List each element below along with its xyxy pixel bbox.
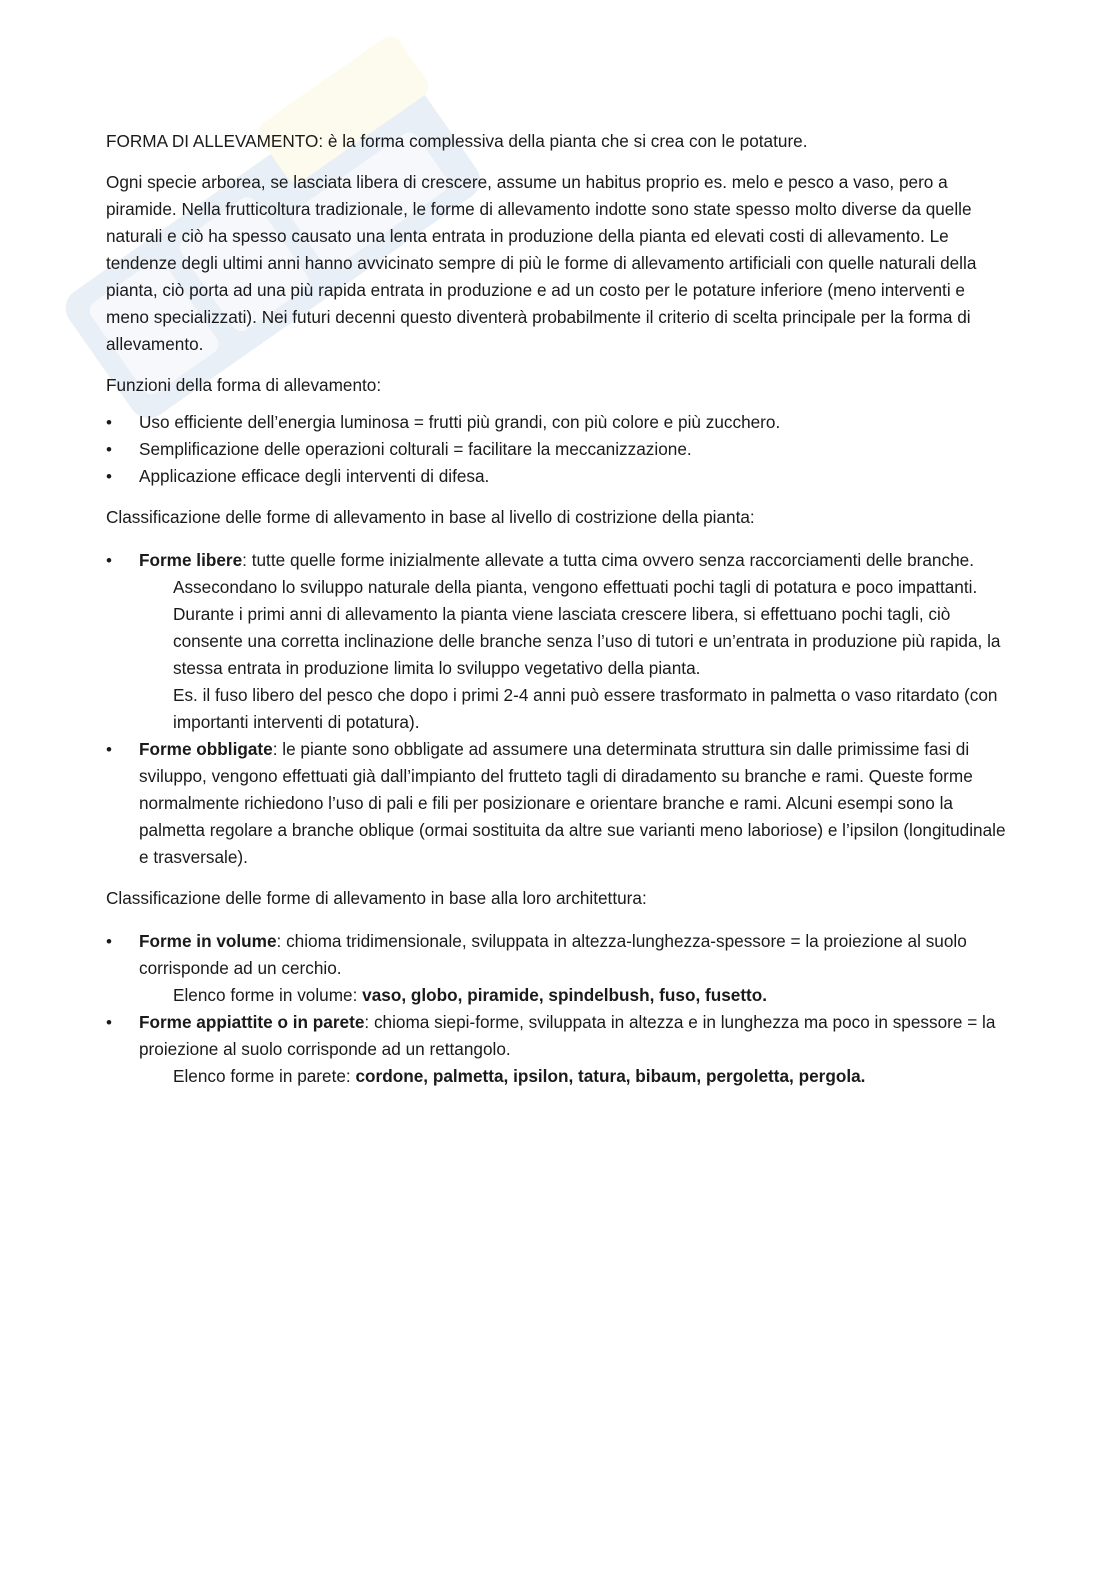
volume-forms-term: Forme in volume <box>139 931 277 951</box>
constriction-list <box>106 547 1006 871</box>
forced-forms-term: Forme obbligate <box>139 739 273 759</box>
volume-forms-list <box>139 982 1006 1009</box>
title-line: FORMA DI ALLEVAMENTO: è la forma complessiva della pianta che si crea con le potature. <box>106 131 808 151</box>
architecture-list <box>106 928 1006 1090</box>
constriction-heading: Classificazione delle forme di allevamento in base al livello di costrizione della pianta: <box>106 507 755 527</box>
document-page <box>106 128 1006 1104</box>
wall-list-values: cordone, palmetta, ipsilon, tatura, bibaum, pergoletta, pergola. <box>355 1066 866 1086</box>
wall-forms-list <box>139 1063 1006 1090</box>
free-forms-term: Forme libere <box>139 550 243 570</box>
list-item: • Semplificazione delle operazioni colturali = facilitare la meccanizzazione. <box>106 436 1006 463</box>
wall-forms-term: Forme appiattite o in parete <box>139 1012 365 1032</box>
list-item: • Applicazione efficace degli interventi di difesa. <box>106 463 1006 490</box>
volume-list-values: vaso, globo, piramide, spindelbush, fuso, fusetto. <box>362 985 768 1005</box>
volume-list-label: Elenco forme in volume: <box>173 985 363 1005</box>
functions-heading: Funzioni della forma di allevamento: <box>106 375 382 395</box>
volume-forms-text: : chioma tridimensionale, sviluppata in altezza-lunghezza-spessore = la proiezione al suolo corrisponde ad un cerchio. <box>139 931 967 978</box>
free-forms-text: : tutte quelle forme inizialmente allevate a tutta cima ovvero senza raccorciamenti delle branche. <box>242 550 974 570</box>
functions-list <box>106 409 1006 490</box>
list-item: • Uso efficiente dell’energia luminosa = frutti più grandi, con più colore e più zucchero. <box>106 409 1006 436</box>
free-forms-example: Es. il fuso libero del pesco che dopo i primi 2-4 anni può essere trasformato in palmetta o vaso ritardato (con importanti interventi di potatura). <box>173 685 998 732</box>
list-item-volume-forms <box>106 928 1006 1009</box>
forced-forms-text: : le piante sono obbligate ad assumere una determinata struttura sin dalle primissime fasi di sviluppo, vengono effettuati già dall’impianto del frutteto tagli di diradamento su branche e rami. Queste forme normalmente richiedono l’uso di pali e fili per posizionare e orientare branche e rami. Alcuni esempi sono la palmetta regolare a branche oblique (ormai sostituita da altre sue varianti meno laboriose) e l’ipsilon (longitudinale e trasversale). <box>139 739 1006 867</box>
architecture-heading: Classificazione delle forme di allevamento in base alla loro architettura: <box>106 888 647 908</box>
list-item-wall-forms <box>106 1009 1006 1090</box>
wall-list-label: Elenco forme in parete: <box>173 1066 356 1086</box>
intro-paragraph: Ogni specie arborea, se lasciata libera di crescere, assume un habitus proprio es. melo e pesco a vaso, pero a piramide. Nella frutticoltura tradizionale, le forme di allevamento indotte sono state spesso molto diverse da quelle naturali e ciò ha spesso causato una lenta entrata in produzione della pianta ed elevati costi di allevamento. Le tendenze degli ultimi anni hanno avvicinato sempre di più le forme di allevamento artificiali con quelle naturali della pianta, ciò porta ad una più rapida entrata in produzione e ad un costo per le potature inferiore (meno interventi e meno specializzati). Nei futuri decenni questo diventerà probabilmente il criterio di scelta principale per la forma di allevamento. <box>106 172 977 354</box>
list-item-forced-forms <box>106 736 1006 871</box>
list-item-free-forms <box>106 547 1006 736</box>
free-forms-detail: Assecondano lo sviluppo naturale della pianta, vengono effettuati pochi tagli di potatura e poco impattanti. Durante i primi anni di allevamento la pianta viene lasciata crescere libera, si effettuano pochi tagli, ciò consente una corretta inclinazione delle branche senza l’uso di tutori e un’entrata in produzione più rapida, la stessa entrata in produzione limita lo sviluppo vegetativo della pianta. <box>173 577 1001 678</box>
wall-forms-text: : chioma siepi-forme, sviluppata in altezza e in lunghezza ma poco in spessore = la proiezione al suolo corrisponde ad un rettangolo. <box>139 1012 996 1059</box>
